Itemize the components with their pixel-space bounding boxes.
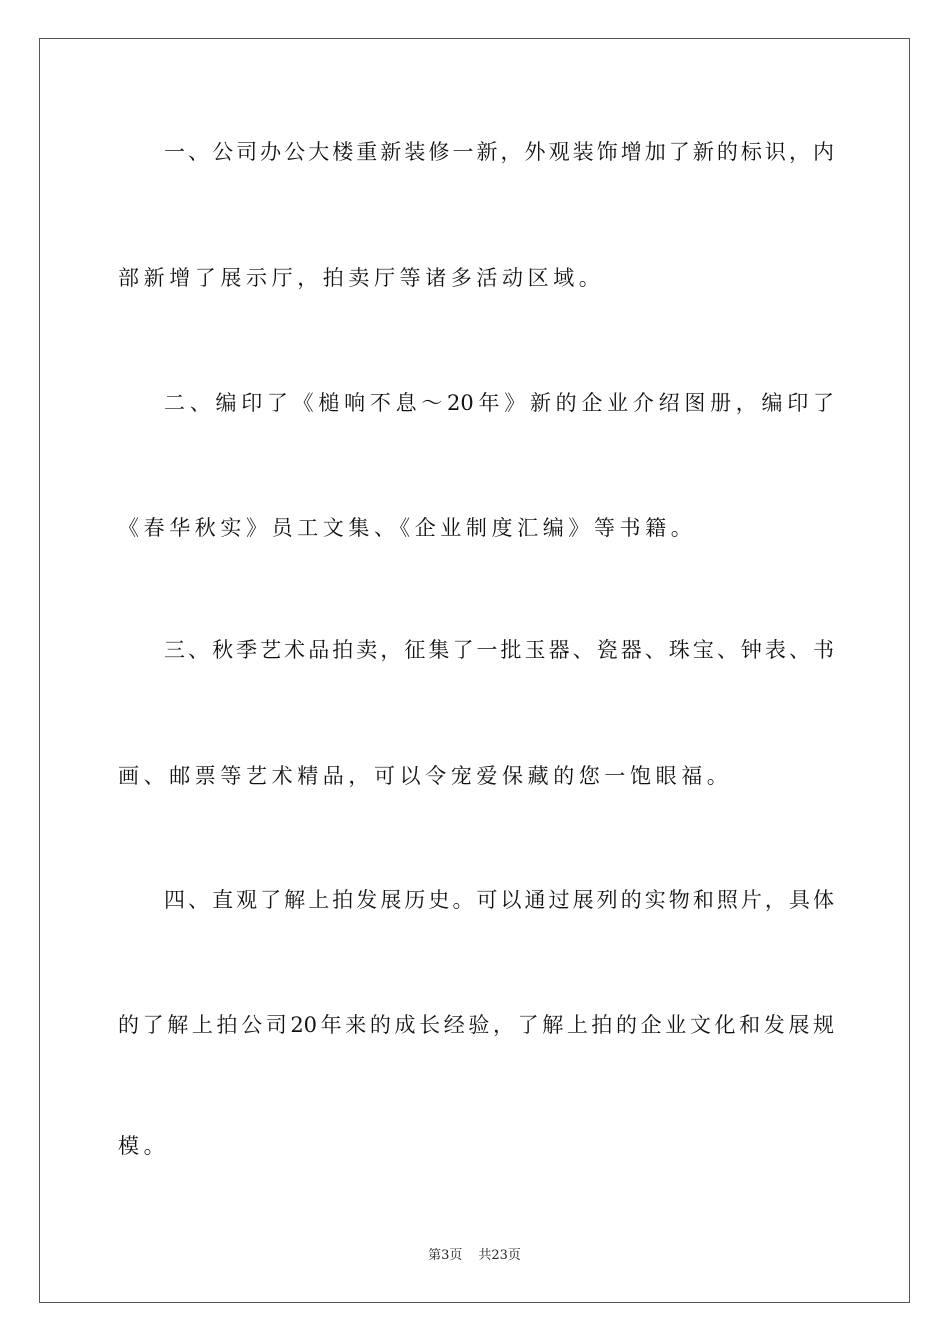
document-page — [39, 38, 910, 1303]
paragraph-1-line-2: 部新增了展示厅，拍卖厅等诸多活动区域。 — [118, 266, 605, 290]
page-number: 第3页 — [428, 1248, 463, 1263]
paragraph-4-line-1: 四、直观了解上拍发展历史。可以通过展列的实物和照片，具体 — [164, 888, 834, 912]
paragraph-3-line-2: 画、邮票等艺术精品，可以令宠爱保藏的您一饱眼福。 — [118, 764, 733, 788]
paragraph-2-line-1: 二、编印了《槌响不息～20年》新的企业介绍图册，编印了 — [164, 391, 834, 415]
page-total: 共23页 — [478, 1248, 521, 1263]
paragraph-3-line-1: 三、秋季艺术品拍卖，征集了一批玉器、瓷器、珠宝、钟表、书 — [164, 638, 834, 662]
paragraph-2-line-2: 《春华秋实》员工文集、《企业制度汇编》等书籍。 — [118, 516, 697, 540]
paragraph-4-line-3: 模。 — [118, 1134, 170, 1158]
paragraph-1-line-1: 一、公司办公大楼重新装修一新，外观装饰增加了新的标识，内 — [164, 140, 834, 164]
page-footer — [40, 1244, 909, 1263]
paragraph-4-line-2: 的了解上拍公司20年来的成长经验，了解上拍的企业文化和发展规 — [118, 1013, 834, 1037]
